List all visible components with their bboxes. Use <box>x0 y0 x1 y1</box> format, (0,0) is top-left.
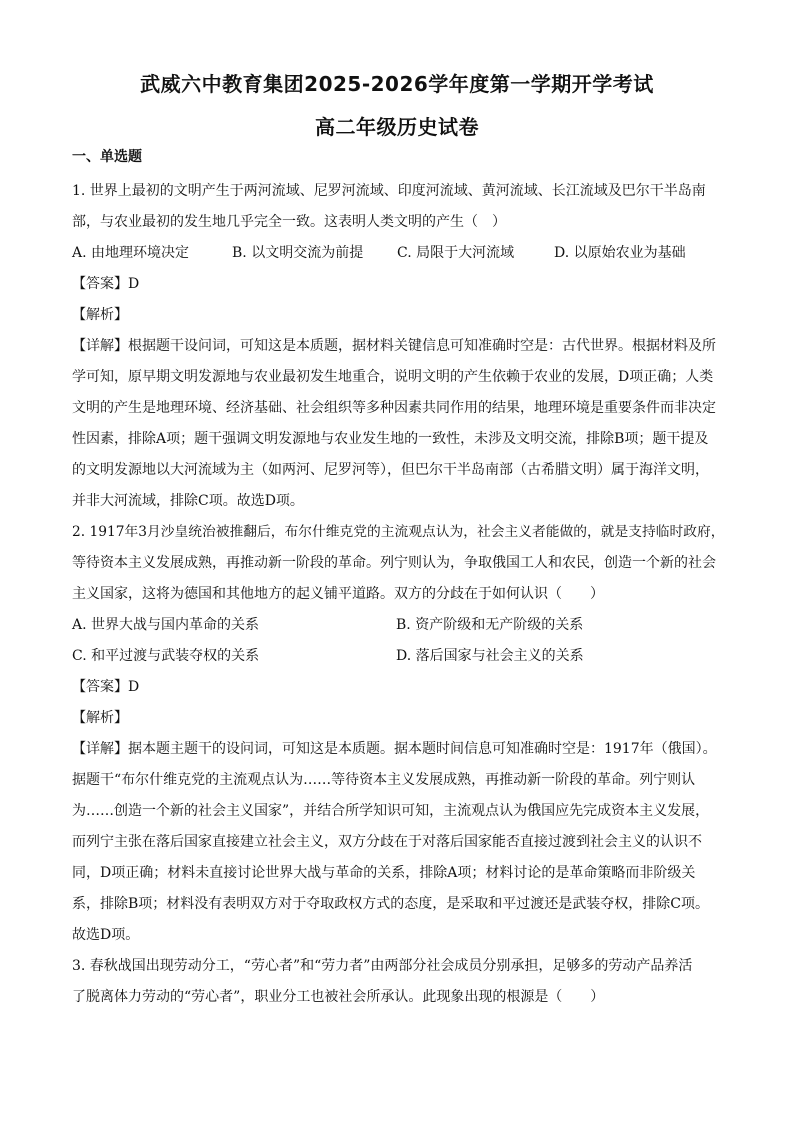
exam-subtitle: 高二年级历史试卷 <box>315 115 479 139</box>
q1-detail-line: 性因素，排除A项；题干强调文明发源地与农业发生地的一致性，未涉及文明交流，排除B项；题干提及 <box>72 431 709 447</box>
q3-stem-line: 3. 春秋战国出现劳动分工，“劳心者”和“劳力者”由两部分社会成员分别承担，足够多的劳动产品养活 <box>72 958 693 974</box>
q1-option-d: D. 以原始农业为基础 <box>554 245 686 261</box>
q1-options <box>72 238 732 269</box>
q1-detail-line: 的文明发源地以大河流域为主（如两河、尼罗河等），但巴尔干半岛南部（古希腊文明）属于海洋文明， <box>72 462 709 478</box>
q2-stem-line: 等待资本主义发展成熟，再推动新一阶段的革命。列宁则认为，争取俄国工人和农民，创造一个新的社会 <box>72 555 716 571</box>
q2-detail-line: 同，D项正确；材料未直接讨论世界大战与革命的关系，排除A项；材料讨论的是革命策略而非阶级关 <box>72 865 696 881</box>
q1-analysis-label: 【解析】 <box>72 307 128 323</box>
q2-analysis-label: 【解析】 <box>72 710 128 726</box>
exam-title: 武威六中教育集团2025-2026学年度第一学期开学考试 <box>140 72 654 96</box>
q1-stem-line: 部，与农业最初的发生地几乎完全一致。这表明人类文明的产生（ ） <box>72 214 506 230</box>
q2-detail-line: 故选D项。 <box>72 927 140 943</box>
q1-answer: 【答案】D <box>72 276 140 292</box>
q1-detail-line: 学可知，原早期文明发源地与农业最初发生地重合，说明文明的产生依赖于农业的发展，D项正确；人类 <box>72 369 714 385</box>
q1-option-b: B. 以文明交流为前提 <box>232 245 364 261</box>
q2-option-d: D. 落后国家与社会主义的关系 <box>396 648 584 664</box>
q2-detail-line: 为……创造一个新的社会主义国家”，并结合所学知识可知，主流观点认为俄国应先完成资本主义发展， <box>72 803 710 819</box>
q2-detail-line: 而列宁主张在落后国家直接建立社会主义，双方分歧在于对落后国家能否直接过渡到社会主义的认识不 <box>72 834 702 850</box>
q2-detail-line: 【详解】据本题主题干的设问词，可知这是本质题。据本题时间信息可知准确时空是：1917年（俄国）。 <box>72 741 717 757</box>
q2-option-b: B. 资产阶级和无产阶级的关系 <box>396 617 584 633</box>
q1-detail-line: 并非大河流域，排除C项。故选D项。 <box>72 493 304 509</box>
q2-option-c: C. 和平过渡与武装夺权的关系 <box>72 648 260 664</box>
q2-stem-line: 主义国家，这将为德国和其他地方的起义铺平道路。双方的分歧在于如何认识（ ） <box>72 586 604 602</box>
q2-detail-line: 系，排除B项；材料没有表明双方对于夺取政权方式的态度，是采取和平过渡还是武装夺权，排除C项。 <box>72 896 709 912</box>
q2-options-row <box>72 610 732 641</box>
q2-option-a: A. 世界大战与国内革命的关系 <box>72 617 260 633</box>
section-heading: 一、单选题 <box>72 149 142 165</box>
q1-option-a: A. 由地理环境决定 <box>72 245 190 261</box>
q1-detail-line: 文明的产生是地理环境、经济基础、社会组织等多种因素共同作用的结果，地理环境是重要条件而非决定 <box>72 400 716 416</box>
q2-answer: 【答案】D <box>72 679 140 695</box>
q3-stem-line: 了脱离体力劳动的“劳心者”，职业分工也被社会所承认。此现象出现的根源是（ ） <box>72 989 605 1005</box>
q2-options-row <box>72 641 732 672</box>
exam-body <box>72 176 732 1013</box>
q1-detail-line: 【详解】根据题干设问词，可知这是本质题，据材料关键信息可知准确时空是：古代世界。根据材料及所 <box>72 338 716 354</box>
q2-stem-line: 2. 1917年3月沙皇统治被推翻后，布尔什维克党的主流观点认为，社会主义者能做的，就是支持临时政府， <box>72 524 725 540</box>
q1-stem-line: 1. 世界上最初的文明产生于两河流域、尼罗河流域、印度河流域、黄河流域、长江流域及巴尔干半岛南 <box>72 183 706 199</box>
q1-option-c: C. 局限于大河流域 <box>397 245 515 261</box>
q2-detail-line: 据题干“布尔什维克党的主流观点认为……等待资本主义发展成熟，再推动新一阶段的革命。列宁则认 <box>72 772 696 788</box>
